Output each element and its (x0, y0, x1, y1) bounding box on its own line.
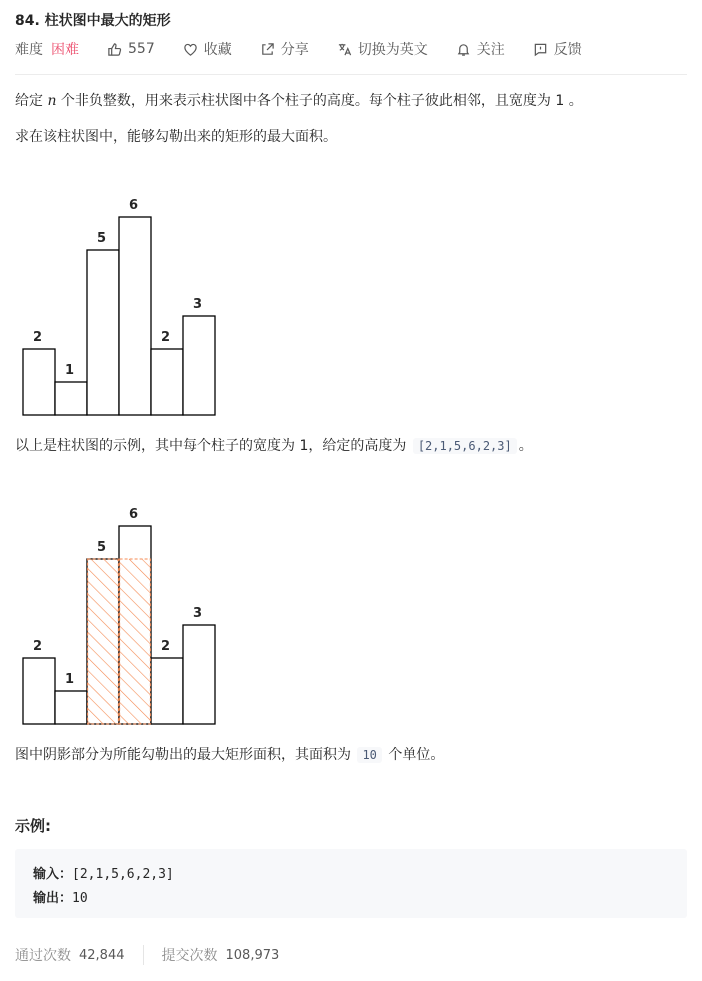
collect-label: 收藏 (203, 42, 232, 58)
bar-value-label: 1 (65, 672, 75, 687)
bar-value-label: 5 (97, 540, 107, 555)
switch-language-button[interactable] (337, 39, 428, 59)
like-count: 557 (128, 41, 155, 57)
share-label: 分享 (280, 42, 309, 58)
example-output-label: 输出： (33, 891, 73, 906)
share-button[interactable] (260, 39, 309, 59)
bar-value-label: 6 (129, 507, 139, 522)
p1-text-a: 给定 (15, 93, 48, 109)
submitted-label: 提交次数 (161, 948, 218, 964)
submission-stats (15, 944, 279, 966)
p4-text-b: 个单位。 (383, 747, 445, 763)
bell-icon (456, 42, 471, 57)
translate-icon (337, 42, 352, 57)
header-divider (15, 74, 687, 75)
p1-text-b: 个非负整数，用来表示柱状图中各个柱子的高度。每个柱子彼此相邻，且宽度为 1 。 (56, 93, 583, 109)
thumbs-up-icon (107, 42, 122, 57)
histogram-bar (55, 691, 87, 724)
histogram-bar (23, 349, 55, 415)
p4-text-a: 图中阴影部分为所能勾勒出的最大矩形面积，其面积为 (15, 747, 356, 763)
bar-value-label: 3 (193, 606, 203, 621)
heights-inline-code: [2,1,5,6,2,3] (413, 438, 517, 454)
problem-meta-bar (15, 38, 610, 60)
example-output-line (33, 887, 88, 906)
submitted-count: 108,973 (225, 947, 280, 963)
area-inline-code: 10 (357, 747, 381, 763)
histogram-bar (183, 316, 215, 415)
bar-value-label: 2 (33, 639, 43, 654)
histogram-bar (183, 625, 215, 724)
histogram-example-2 (0, 494, 240, 734)
example-title: 示例: (15, 817, 51, 835)
accepted-count: 42,844 (79, 947, 125, 963)
bar-value-label: 6 (129, 198, 139, 213)
histogram-bar (151, 658, 183, 724)
example-input-value: [2,1,5,6,2,3] (72, 867, 174, 882)
histogram-bar (55, 382, 87, 415)
histogram-bar (119, 217, 151, 415)
heart-icon (183, 42, 198, 57)
max-rectangle-highlight (120, 559, 151, 724)
switch-language-label: 切换为英文 (357, 42, 428, 58)
follow-label: 关注 (476, 42, 505, 58)
difficulty-badge: 困难 (51, 42, 79, 58)
bar-value-label: 3 (193, 297, 203, 312)
feedback-button[interactable] (533, 39, 582, 59)
problem-title: 84. 柱状图中最大的矩形 (15, 13, 171, 29)
feedback-icon (533, 42, 548, 57)
bar-value-label: 5 (97, 231, 107, 246)
example-block (15, 849, 687, 918)
feedback-label: 反馈 (553, 42, 582, 58)
bar-value-label: 2 (161, 639, 171, 654)
histogram-bar (87, 250, 119, 415)
description-paragraph-4 (15, 744, 444, 764)
follow-button[interactable] (456, 39, 505, 59)
description-paragraph-2: 求在该柱状图中，能够勾勒出来的矩形的最大面积。 (15, 129, 337, 145)
p1-variable-n: n (47, 93, 57, 109)
example-input-line (33, 863, 174, 882)
share-icon (260, 42, 275, 57)
bar-value-label: 2 (161, 330, 171, 345)
bar-value-label: 1 (65, 363, 75, 378)
histogram-bar (23, 658, 55, 724)
description-paragraph-3 (15, 435, 533, 455)
like-button[interactable] (107, 41, 155, 57)
description-paragraph-1 (15, 90, 583, 110)
max-rectangle-highlight (88, 559, 119, 724)
histogram-example-1 (0, 185, 240, 425)
p3-text-a: 以上是柱状图的示例，其中每个柱子的宽度为 1，给定的高度为 (15, 438, 411, 454)
accepted-label: 通过次数 (15, 948, 71, 964)
bar-value-label: 2 (33, 330, 43, 345)
collect-button[interactable] (183, 39, 232, 59)
stats-separator (143, 945, 144, 965)
p3-text-b: 。 (518, 438, 533, 454)
example-output-value: 10 (72, 891, 88, 906)
histogram-bar (151, 349, 183, 415)
example-input-label: 输入： (33, 867, 73, 882)
difficulty-label: 难度 (15, 42, 43, 58)
